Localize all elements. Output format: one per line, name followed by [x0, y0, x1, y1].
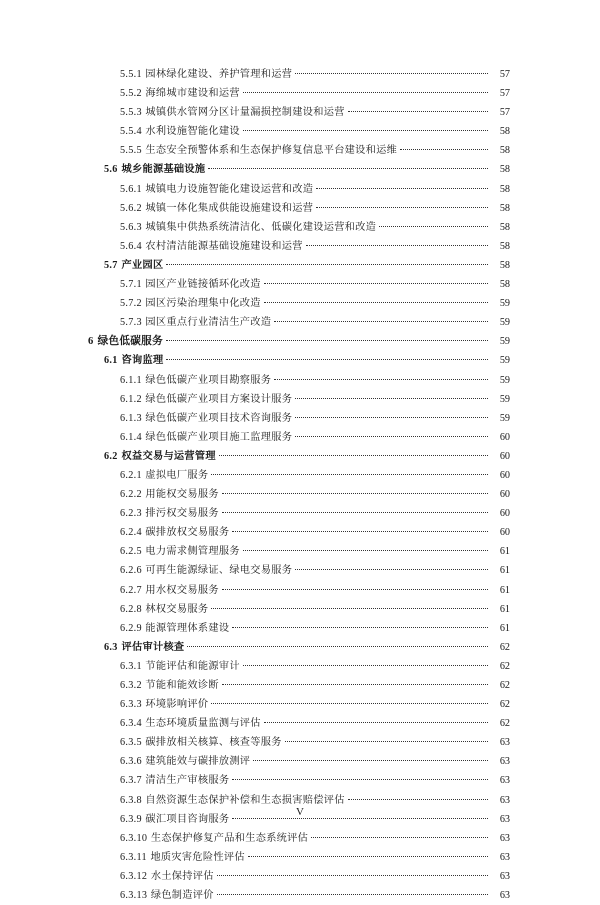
dot-leader: [211, 608, 488, 609]
toc-entry-label: 电力需求侧管理服务: [145, 546, 240, 558]
toc-entry-title: [120, 581, 222, 600]
dot-leader: [166, 359, 488, 360]
dot-leader: [187, 646, 488, 647]
toc-page-number: 59: [499, 298, 510, 310]
toc-page-number: 63: [499, 737, 510, 749]
toc-entry-label: 城镇供水管网分区计量漏损控制建设和运营: [145, 107, 345, 119]
toc-subsection[interactable]: [0, 504, 600, 523]
toc-entry-label: 产业园区: [121, 258, 164, 271]
toc-page-number: 58: [499, 240, 510, 252]
toc-subsection[interactable]: [0, 848, 600, 867]
toc-entry-title: [120, 733, 285, 752]
dot-leader: [295, 417, 488, 418]
dot-leader: [295, 436, 488, 437]
toc-entry-number: 6.3.11: [120, 851, 147, 863]
toc-entry-label: 绿色低碳产业项目施工监理服务: [145, 431, 293, 443]
dot-leader: [211, 703, 488, 704]
dot-leader: [400, 149, 488, 150]
toc-entry-number: 6.3.1: [120, 660, 142, 672]
toc-subsection[interactable]: [0, 542, 600, 561]
toc-entry-title: [120, 141, 400, 160]
toc-page-number: 60: [499, 508, 510, 520]
toc-subsection[interactable]: [0, 84, 600, 103]
dot-leader: [243, 92, 488, 93]
toc-entry-label: 节能评估和能源审计: [145, 660, 240, 672]
toc-page-number: 58: [499, 164, 510, 176]
toc-entry-number: 6.3.5: [120, 737, 142, 749]
toc-entry-title: [120, 122, 243, 141]
toc-entry-label: 生态保护修复产品和生态系统评估: [150, 832, 309, 844]
toc-page-number: 61: [499, 622, 510, 634]
toc-subsection[interactable]: [0, 390, 600, 409]
toc-entry-label: 绿色低碳产业项目方案设计服务: [145, 393, 293, 405]
toc-entry-label: 权益交易与运营管理: [121, 449, 216, 462]
table-of-contents: [0, 65, 600, 905]
toc-entry-number: 5.6.1: [120, 183, 142, 195]
toc-section[interactable]: [0, 638, 600, 657]
toc-page-number: 58: [499, 202, 510, 214]
dot-leader: [264, 722, 488, 723]
toc-page-number: 59: [499, 355, 510, 367]
toc-subsection[interactable]: [0, 619, 600, 638]
dot-leader: [222, 589, 488, 590]
toc-entry-title: [120, 523, 232, 542]
toc-subsection[interactable]: [0, 867, 600, 886]
toc-page-number: 63: [499, 756, 510, 768]
toc-page-number: 57: [499, 107, 510, 119]
toc-subsection[interactable]: [0, 141, 600, 160]
toc-entry-number: 6.2.7: [120, 584, 142, 596]
toc-page-number: 59: [499, 374, 510, 386]
toc-subsection[interactable]: [0, 275, 600, 294]
toc-entry-number: 6.3: [104, 641, 118, 653]
dot-leader: [248, 856, 488, 857]
toc-entry-label: 园区污染治理集中化改造: [145, 298, 261, 310]
dot-leader: [211, 474, 488, 475]
toc-entry-label: 评估审计核查: [121, 640, 185, 653]
dot-leader: [316, 207, 488, 208]
toc-entry-label: 水土保持评估: [150, 870, 214, 882]
toc-entry-title: [104, 351, 166, 370]
toc-entry-title: [88, 332, 166, 351]
toc-entry-title: [104, 256, 166, 275]
toc-subsection[interactable]: [0, 733, 600, 752]
toc-entry-number: 5.5.5: [120, 145, 142, 157]
toc-entry-number: 6.3.2: [120, 680, 142, 691]
toc-page-number: 59: [499, 393, 510, 405]
toc-subsection[interactable]: [0, 485, 600, 504]
toc-entry-number: 6.2: [104, 450, 118, 462]
toc-subsection[interactable]: [0, 428, 600, 447]
toc-subsection[interactable]: [0, 237, 600, 256]
toc-page-number: 62: [499, 718, 510, 730]
toc-page-number: 60: [499, 527, 510, 539]
toc-entry-label: 水利设施智能化建设: [145, 126, 240, 138]
dot-leader: [222, 684, 488, 685]
toc-entry-title: [120, 485, 222, 504]
toc-page-number: 62: [499, 699, 510, 711]
toc-entry-label: 城镇集中供热系统清洁化、低碳化建设运营和改造: [145, 221, 377, 233]
toc-entry-number: 5.7: [104, 259, 118, 271]
toc-entry-title: [120, 504, 222, 523]
toc-page-number: 61: [499, 584, 510, 596]
dot-leader: [222, 512, 488, 513]
dot-leader: [166, 264, 488, 265]
toc-entry-number: 6.3.13: [120, 890, 148, 902]
toc-entry-label: 城镇一体化集成供能设施建设和运营: [145, 202, 314, 214]
toc-entry-number: 6.1.1: [120, 374, 142, 386]
toc-entry-label: 绿色低碳产业项目勘察服务: [145, 374, 272, 386]
toc-entry-title: [120, 848, 248, 867]
toc-entry-number: 6.3.7: [120, 775, 142, 787]
toc-entry-title: [120, 218, 379, 237]
toc-entry-number: 6.1.2: [120, 393, 142, 405]
toc-page-number: 59: [499, 317, 510, 329]
toc-entry-number: 5.6.4: [120, 240, 142, 252]
toc-entry-title: [104, 160, 208, 179]
toc-entry-title: [120, 237, 306, 256]
toc-subsection[interactable]: [0, 294, 600, 313]
toc-entry-number: 5.6.3: [120, 221, 142, 233]
dot-leader: [264, 283, 488, 284]
dot-leader: [348, 799, 488, 800]
toc-entry-label: 生态环境质量监测与评估: [145, 718, 261, 730]
toc-page-number: 59: [499, 412, 510, 424]
toc-page-number: 63: [499, 832, 510, 844]
toc-subsection[interactable]: [0, 199, 600, 218]
toc-entry-label: 建筑能效与碳排放测评: [145, 756, 251, 768]
toc-entry-label: 绿色低碳产业项目技术咨询服务: [145, 412, 293, 424]
dot-leader: [219, 455, 488, 456]
toc-entry-title: [120, 714, 264, 733]
dot-leader: [316, 188, 488, 189]
toc-entry-number: 6.3.10: [120, 832, 148, 844]
toc-entry-label: 地质灾害危险性评估: [150, 851, 245, 863]
toc-entry-label: 自然资源生态保护补偿和生态损害赔偿评估: [145, 794, 345, 806]
dot-leader: [243, 130, 488, 131]
toc-entry-title: [120, 771, 232, 790]
toc-entry-title: [120, 619, 232, 638]
toc-entry-number: 5.5.4: [120, 126, 142, 138]
toc-subsection[interactable]: [0, 218, 600, 237]
toc-entry-label: 海绵城市建设和运营: [145, 88, 240, 100]
toc-entry-label: 生态安全预警体系和生态保护修复信息平台建设和运维: [145, 145, 398, 157]
toc-section[interactable]: [0, 256, 600, 275]
dot-leader: [274, 321, 488, 322]
toc-entry-number: 6: [88, 336, 94, 348]
toc-page-number: 63: [499, 775, 510, 787]
dot-leader: [232, 627, 488, 628]
toc-entry-title: [120, 466, 211, 485]
toc-entry-number: 6.2.9: [120, 622, 142, 634]
toc-subsection[interactable]: [0, 581, 600, 600]
toc-page-number: 58: [499, 259, 510, 271]
toc-entry-number: 6.3.6: [120, 756, 142, 768]
toc-entry-number: 6.3.8: [120, 794, 142, 806]
toc-page-number: 62: [499, 641, 510, 653]
toc-entry-label: 农村清洁能源基础设施建设和运营: [145, 240, 303, 252]
toc-entry-label: 环境影响评价: [145, 699, 209, 711]
toc-page-number: 63: [499, 794, 510, 806]
toc-entry-label: 咨询监理: [121, 354, 164, 367]
toc-subsection[interactable]: [0, 714, 600, 733]
toc-entry-label: 清洁生产审核服务: [145, 775, 230, 787]
toc-entry-title: [120, 409, 295, 428]
dot-leader: [166, 340, 488, 341]
toc-entry-number: 6.2.1: [120, 469, 142, 481]
toc-entry-title: [120, 294, 264, 313]
toc-entry-label: 园区重点行业清洁生产改造: [145, 317, 272, 329]
toc-page-number: 58: [499, 126, 510, 138]
toc-entry-number: 5.7.2: [120, 298, 142, 310]
toc-entry-number: 5.7.3: [120, 317, 142, 329]
toc-page-number: 61: [499, 546, 510, 558]
toc-page-number: 62: [499, 680, 510, 691]
toc-entry-number: 5.5.1: [120, 69, 142, 80]
page-number: V: [296, 806, 304, 818]
toc-page-number: 63: [499, 890, 510, 902]
toc-page-number: 63: [499, 851, 510, 863]
toc-section[interactable]: [0, 351, 600, 370]
toc-entry-number: 6.2.3: [120, 508, 142, 520]
toc-page-number: 62: [499, 660, 510, 672]
toc-entry-label: 碳排放相关核算、核查等服务: [145, 737, 282, 749]
toc-entry-title: [120, 180, 316, 199]
toc-entry-number: 6.2.5: [120, 546, 142, 558]
toc-entry-title: [120, 867, 217, 886]
toc-entry-number: 5.6: [104, 164, 118, 176]
toc-subsection[interactable]: [0, 657, 600, 676]
toc-page-number: 63: [499, 870, 510, 882]
toc-page-number: 63: [499, 813, 510, 825]
toc-page-number: 58: [499, 221, 510, 233]
toc-entry-label: 排污权交易服务: [145, 508, 219, 520]
toc-entry-label: 用能权交易服务: [145, 489, 219, 501]
toc-page-number: 60: [499, 469, 510, 481]
toc-subsection[interactable]: [0, 103, 600, 122]
toc-subsection[interactable]: [0, 600, 600, 619]
toc-entry-label: 虚拟电厂服务: [145, 469, 209, 481]
toc-entry-title: [120, 695, 211, 714]
toc-entry-number: 6.2.2: [120, 489, 142, 501]
toc-entry-title: [120, 275, 264, 294]
dot-leader: [306, 245, 488, 246]
dot-leader: [295, 569, 488, 570]
toc-chapter[interactable]: [0, 332, 600, 351]
toc-entry-number: 6.3.9: [120, 813, 142, 825]
dot-leader: [348, 111, 488, 112]
toc-entry-label: 节能和能效诊断: [145, 680, 219, 691]
toc-entry-number: 6.2.6: [120, 565, 142, 577]
toc-entry-number: 6.3.3: [120, 699, 142, 711]
toc-page-number: 61: [499, 565, 510, 577]
dot-leader: [217, 875, 488, 876]
toc-entry-title: [120, 371, 274, 390]
toc-subsection[interactable]: [0, 523, 600, 542]
toc-subsection[interactable]: [0, 752, 600, 771]
toc-entry-number: 6.2.4: [120, 527, 142, 539]
toc-subsection[interactable]: [0, 695, 600, 714]
toc-subsection[interactable]: [0, 65, 600, 84]
toc-entry-title: [120, 561, 295, 580]
toc-entry-title: [120, 657, 243, 676]
toc-entry-label: 用水权交易服务: [145, 584, 219, 596]
toc-subsection[interactable]: [0, 409, 600, 428]
toc-entry-title: [120, 542, 243, 561]
toc-subsection[interactable]: [0, 561, 600, 580]
toc-entry-label: 碳排放权交易服务: [145, 527, 230, 539]
dot-leader: [274, 379, 488, 380]
toc-entry-label: 绿色低碳服务: [97, 335, 163, 348]
toc-subsection[interactable]: [0, 122, 600, 141]
toc-page-number: 58: [499, 279, 510, 291]
dot-leader: [243, 665, 488, 666]
toc-entry-label: 城镇电力设施智能化建设运营和改造: [145, 183, 314, 195]
toc-entry-number: 6.3.12: [120, 870, 148, 882]
toc-entry-title: [120, 829, 311, 848]
dot-leader: [285, 741, 488, 742]
toc-subsection[interactable]: [0, 771, 600, 790]
toc-page-number: 58: [499, 183, 510, 195]
toc-entry-number: 5.6.2: [120, 202, 142, 214]
toc-page-number: 57: [499, 88, 510, 100]
toc-subsection[interactable]: [0, 180, 600, 199]
dot-leader: [222, 493, 488, 494]
toc-entry-label: 绿色制造评价: [150, 890, 214, 902]
toc-page-number: 60: [499, 431, 510, 443]
toc-entry-title: [120, 886, 217, 905]
toc-subsection[interactable]: [0, 313, 600, 332]
toc-entry-number: 6.1.3: [120, 412, 142, 424]
toc-page-number: 61: [499, 603, 510, 615]
toc-section[interactable]: [0, 447, 600, 466]
dot-leader: [311, 837, 488, 838]
toc-entry-title: [120, 313, 274, 332]
toc-subsection[interactable]: [0, 886, 600, 905]
toc-subsection[interactable]: [0, 676, 600, 695]
toc-entry-label: 城乡能源基础设施: [121, 163, 206, 176]
toc-entry-title: [120, 84, 243, 103]
dot-leader: [295, 73, 488, 74]
dot-leader: [208, 168, 488, 169]
toc-entry-title: [120, 752, 253, 771]
toc-entry-number: 6.2.8: [120, 603, 142, 615]
toc-entry-number: 6.1: [104, 355, 118, 367]
toc-entry-label: 能源管理体系建设: [145, 622, 230, 634]
toc-entry-title: [120, 199, 316, 218]
dot-leader: [253, 760, 488, 761]
toc-entry-number: 6.3.4: [120, 718, 142, 730]
toc-entry-title: [120, 65, 295, 84]
toc-section[interactable]: [0, 160, 600, 179]
toc-entry-title: [120, 390, 295, 409]
toc-entry-number: 5.7.1: [120, 279, 142, 291]
toc-entry-title: [120, 600, 211, 619]
toc-page-number: 57: [499, 69, 510, 80]
dot-leader: [264, 302, 488, 303]
toc-entry-number: 5.5.2: [120, 88, 142, 100]
toc-entry-number: 5.5.3: [120, 107, 142, 119]
toc-entry-label: 碳汇项目咨询服务: [145, 813, 230, 825]
dot-leader: [379, 226, 488, 227]
toc-entry-number: 6.1.4: [120, 431, 142, 443]
toc-entry-label: 园区产业链接循环化改造: [145, 279, 261, 291]
dot-leader: [217, 894, 488, 895]
toc-subsection[interactable]: [0, 829, 600, 848]
dot-leader: [295, 398, 488, 399]
toc-page-number: 58: [499, 145, 510, 157]
dot-leader: [232, 531, 488, 532]
dot-leader: [243, 550, 488, 551]
toc-entry-label: 园林绿化建设、养护管理和运营: [145, 69, 293, 80]
toc-entry-label: 林权交易服务: [145, 603, 209, 615]
toc-page-number: 60: [499, 489, 510, 501]
toc-page-number: 60: [499, 450, 510, 462]
toc-subsection[interactable]: [0, 466, 600, 485]
dot-leader: [232, 779, 488, 780]
toc-entry-title: [120, 103, 348, 122]
toc-page-number: 59: [499, 336, 510, 348]
toc-subsection[interactable]: [0, 371, 600, 390]
toc-entry-label: 可再生能源绿证、绿电交易服务: [145, 565, 293, 577]
toc-entry-title: [104, 447, 219, 466]
toc-entry-title: [104, 638, 187, 657]
toc-entry-title: [120, 428, 295, 447]
toc-entry-title: [120, 676, 222, 695]
